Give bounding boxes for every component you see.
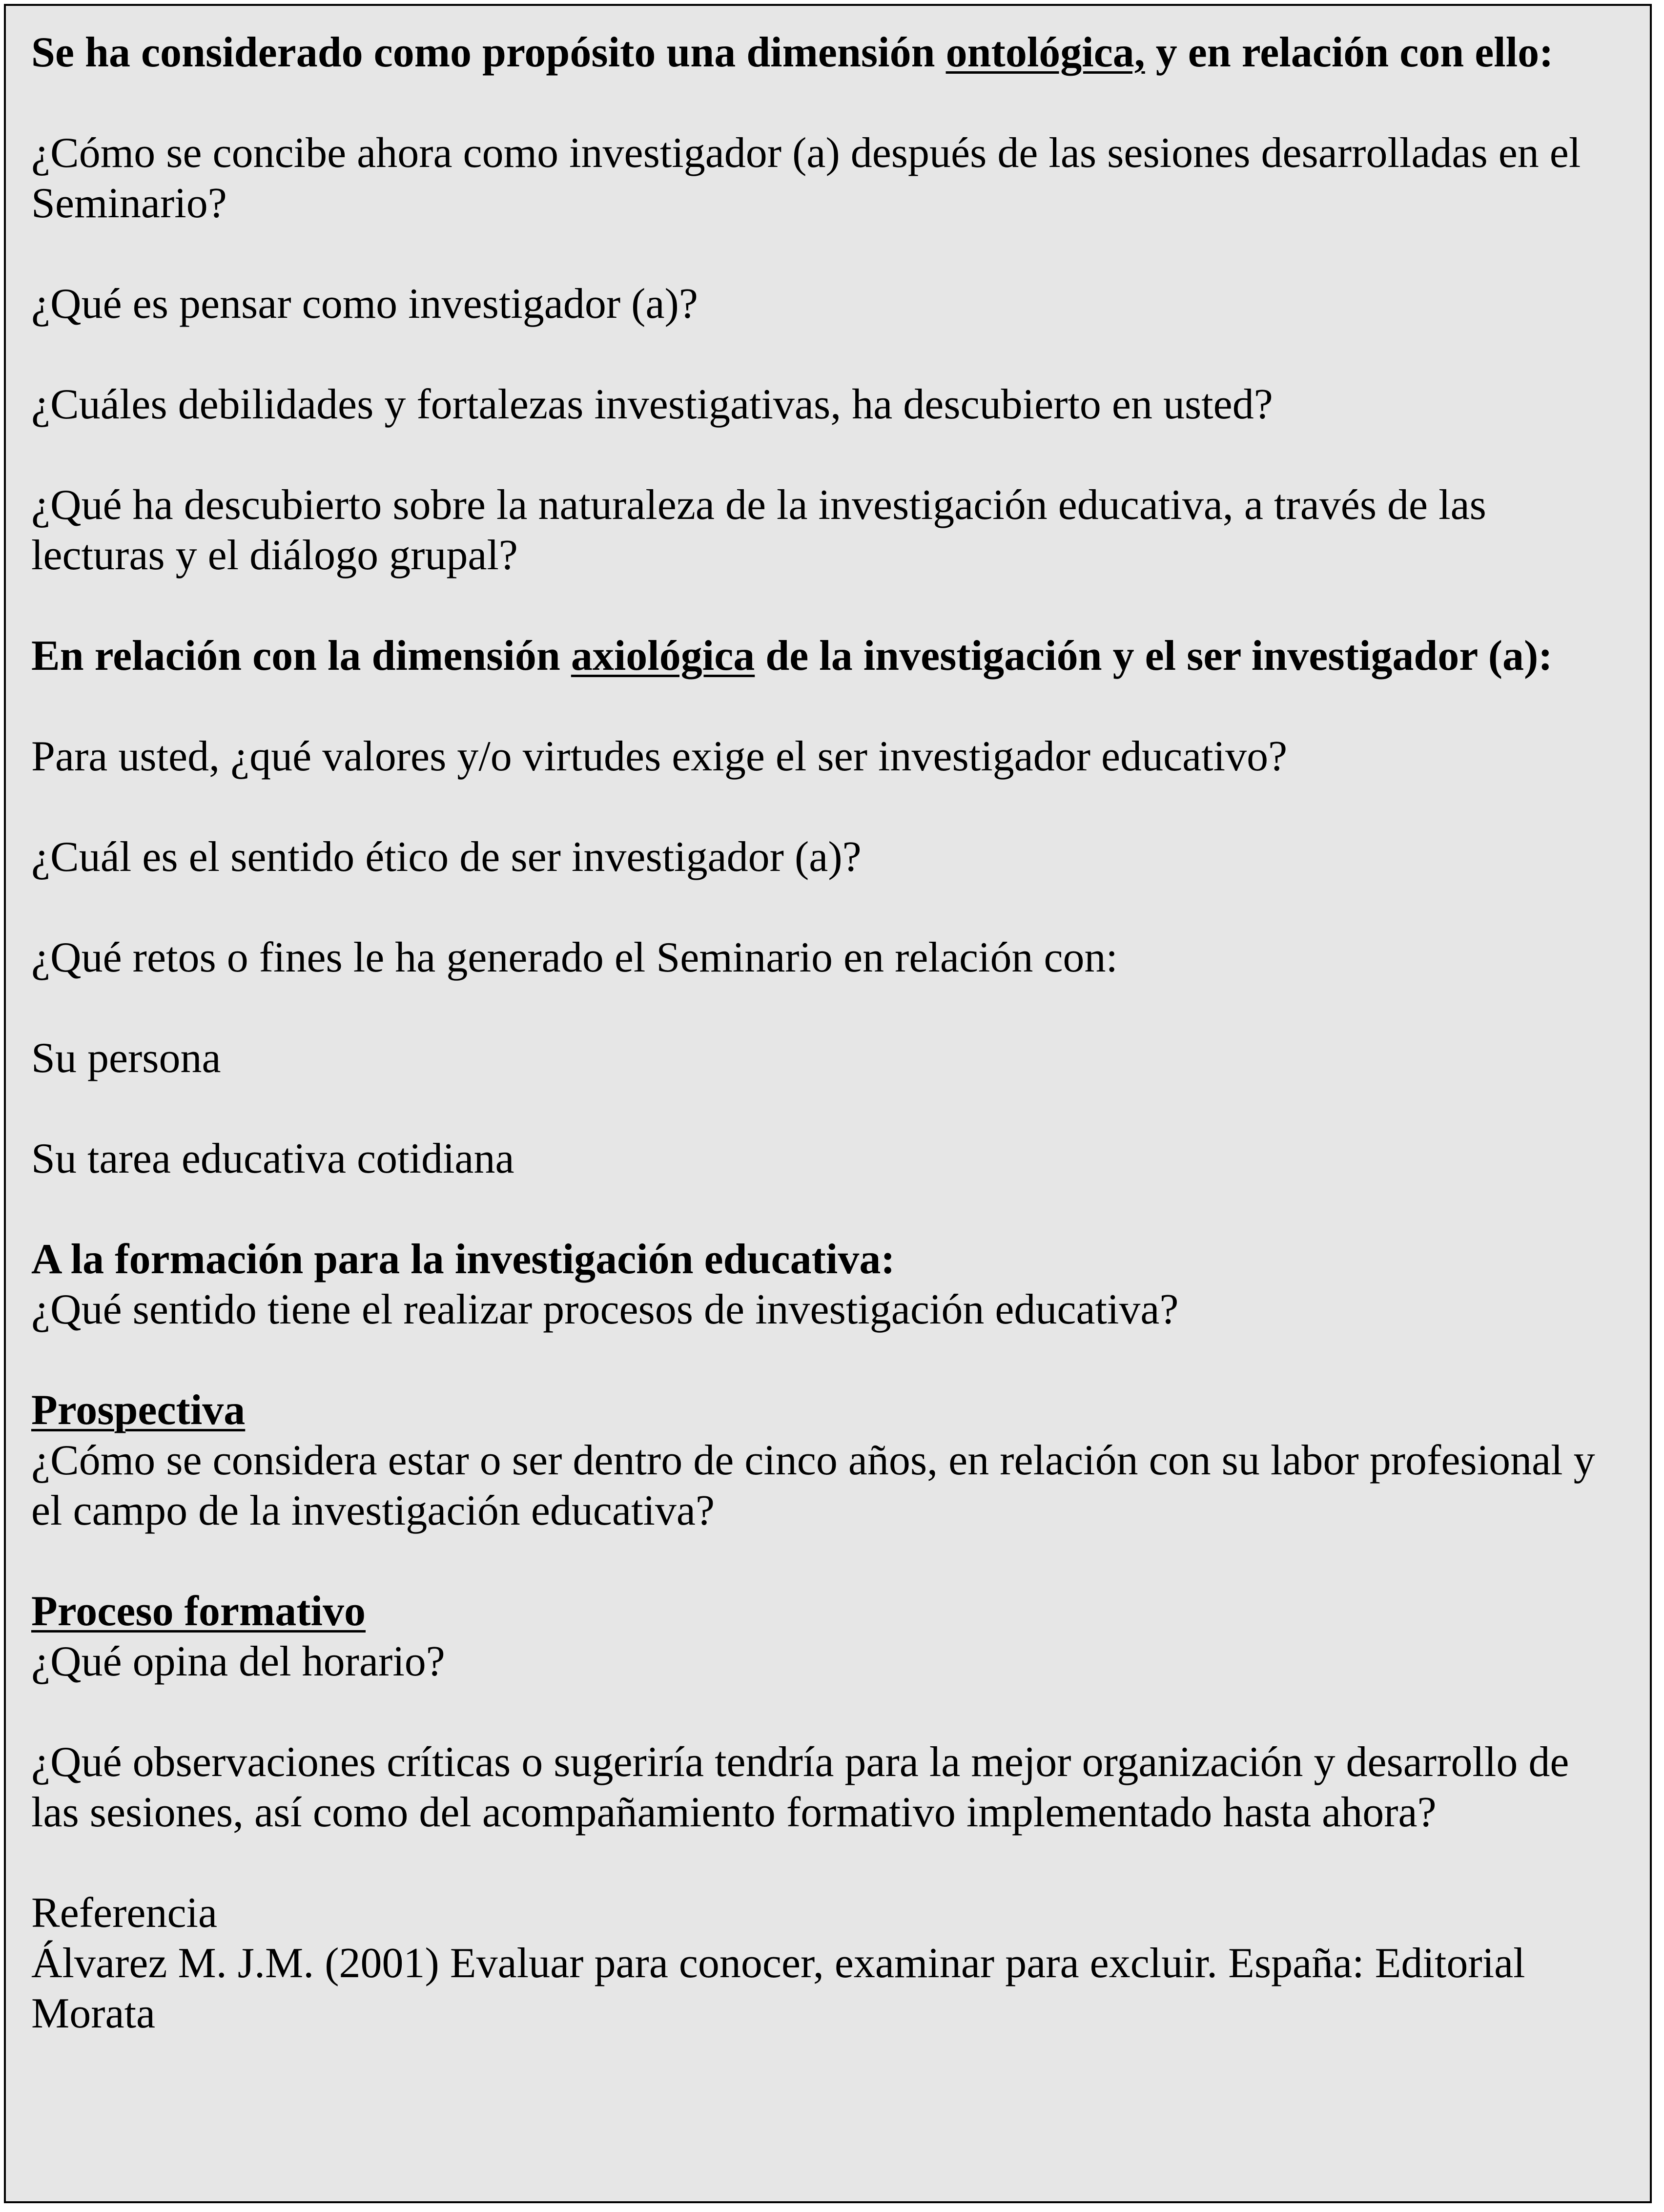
axiologica-question-1: Para usted, ¿qué valores y/o virtudes exige el ser investigador educativo? <box>31 733 1288 780</box>
ontologica-heading-lead: Se ha considerado como propósito una dimensión <box>31 29 946 76</box>
formacion-question-1: ¿Qué sentido tiene el realizar procesos de investigación educativa? <box>31 1286 1179 1333</box>
formacion-heading: A la formación para la investigación educativa: <box>31 1236 895 1283</box>
proceso-heading: Proceso formativo <box>31 1588 366 1635</box>
ontologica-question-3: ¿Cuáles debilidades y fortalezas investigativas, ha descubierto en usted? <box>31 381 1273 428</box>
axiologica-question-2: ¿Cuál es el sentido ético de ser investigador (a)? <box>31 833 862 881</box>
ontologica-question-4: ¿Qué ha descubierto sobre la naturaleza de la investigación educativa, a través de las lecturas y el diálogo grupal? <box>31 481 1486 579</box>
axiologica-heading-lead: En relación con la dimensión <box>31 632 571 680</box>
axiologica-heading-tail: de la investigación y el ser investigador (a): <box>755 632 1553 680</box>
ontologica-question-2: ¿Qué es pensar como investigador (a)? <box>31 280 698 328</box>
prospectiva-heading: Prospectiva <box>31 1386 246 1434</box>
proceso-question-1: ¿Qué opina del horario? <box>31 1638 445 1685</box>
ontologica-question-1: ¿Cómo se concibe ahora como investigador (a) después de las sesiones desarrolladas en el Seminario? <box>31 129 1581 227</box>
questionnaire-box <box>4 4 1652 2203</box>
prospectiva-question-1: ¿Cómo se considera estar o ser dentro de cinco años, en relación con su labor profesional y el campo de la investigación educativa? <box>31 1437 1595 1534</box>
proceso-question-2: ¿Qué observaciones críticas o sugeriría tendría para la mejor organización y desarrollo de las sesiones, así como del acompañamiento formativo implementado hasta ahora? <box>31 1738 1569 1836</box>
axiologica-item-1: Su persona <box>31 1034 221 1082</box>
ontologica-heading <box>31 27 1625 78</box>
axiologica-question-3: ¿Qué retos o fines le ha generado el Seminario en relación con: <box>31 934 1118 981</box>
axiologica-heading <box>31 631 1625 681</box>
axiologica-term: axiológica <box>571 632 755 680</box>
axiologica-item-2: Su tarea educativa cotidiana <box>31 1135 514 1182</box>
referencia-citation: Álvarez M. J.M. (2001) Evaluar para conocer, examinar para excluir. España: Editorial Morata <box>31 1940 1525 2037</box>
ontologica-heading-tail: y en relación con ello: <box>1145 29 1554 76</box>
referencia-label: Referencia <box>31 1889 218 1937</box>
ontologica-term: ontológica, <box>945 29 1145 76</box>
